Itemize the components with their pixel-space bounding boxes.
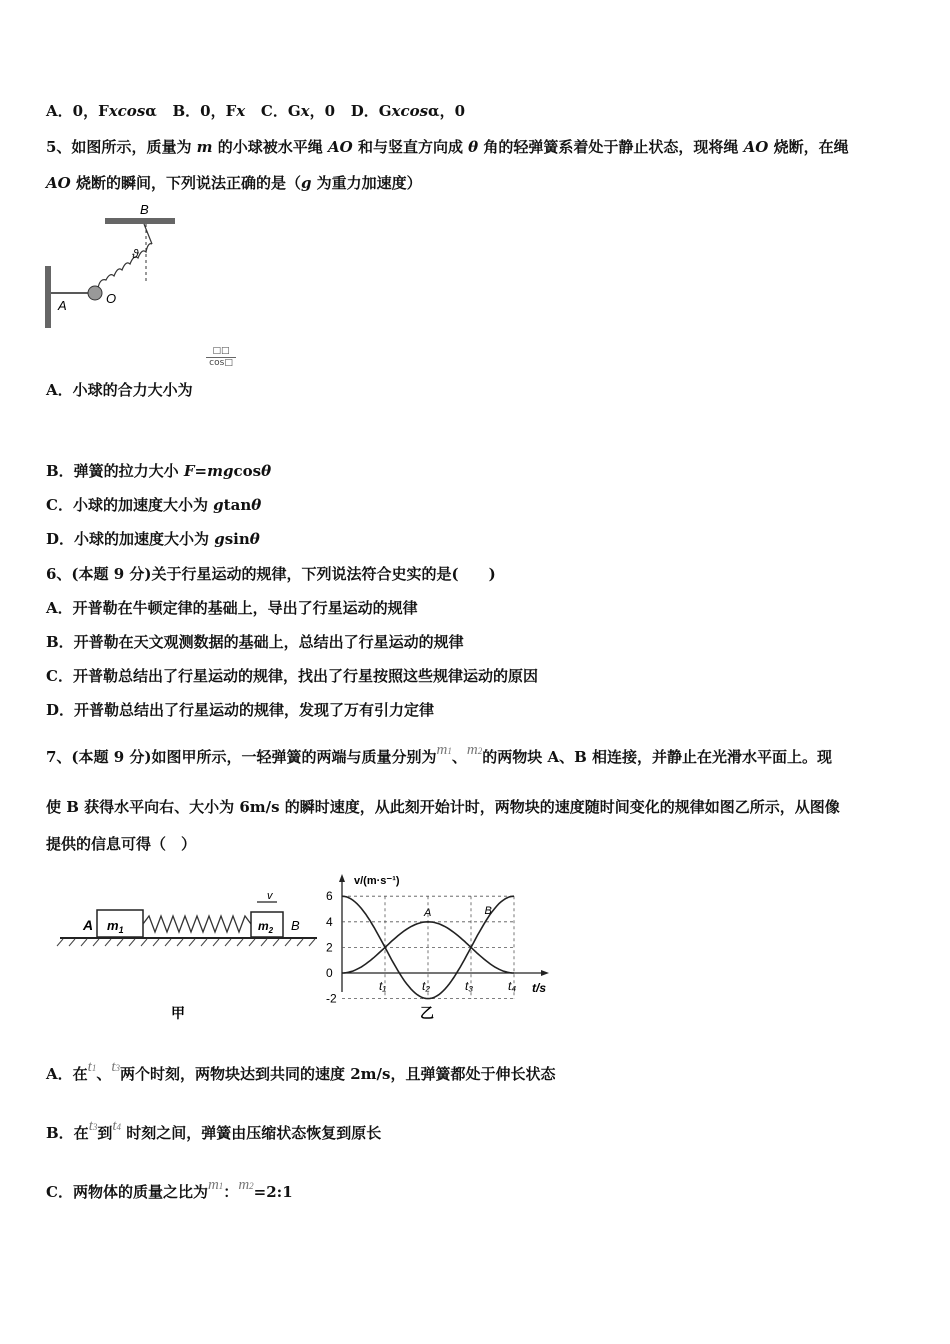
- curve-label-a: A: [424, 906, 432, 919]
- q4-options: A．0，Fxcosα B．0，Fx C．Gx，0 D．Gxcosα，0: [46, 102, 466, 120]
- q7-option-c: C．两物体的质量之比为m1：m2=2:1: [46, 1177, 293, 1201]
- q5-stem-line2: AO 烧断的瞬间，下列说法正确的是（g 为重力加速度）: [46, 174, 422, 192]
- wall: [45, 266, 51, 328]
- m1-symbol: m1: [436, 742, 452, 758]
- fraction-formula: □□ cos□: [206, 346, 236, 368]
- x-axis-arrow: [541, 970, 549, 976]
- q6-option-b: B．开普勒在天文观测数据的基础上，总结出了行星运动的规律: [46, 633, 464, 651]
- label-b: B: [140, 202, 149, 217]
- t3-symbol: t3: [111, 1059, 120, 1075]
- q5-option-a: A．小球的合力大小为: [46, 381, 193, 399]
- q7-figure-blocks: [55, 888, 325, 1028]
- y-tick-label: 4: [326, 914, 333, 929]
- y-tick-label: 6: [326, 889, 333, 904]
- q5-option-c: C．小球的加速度大小为 gtanθ: [46, 496, 262, 514]
- spring-q7: [143, 916, 251, 932]
- y-tick-label: 2: [326, 940, 333, 955]
- q6-option-c: C．开普勒总结出了行星运动的规律，找出了行星按照这些规律运动的原因: [46, 667, 538, 685]
- t1-symbol: t1: [87, 1059, 97, 1075]
- ceiling: [105, 218, 175, 224]
- label-o: O: [106, 291, 117, 306]
- block-a-label: A: [83, 917, 94, 933]
- m2-symbol: m2: [238, 1177, 254, 1193]
- x-tick-label: t₄: [508, 979, 517, 993]
- m2-symbol: m2: [466, 742, 483, 758]
- q5-stem-line1: 5、如图所示，质量为 m 的小球被水平绳 AO 和与竖直方向成 θ 角的轻弹簧系着处于静止状态，现将绳 AO 烧断，在绳: [46, 138, 849, 156]
- x-tick-label: t₁: [379, 979, 387, 993]
- x-tick-label: t₂: [422, 979, 430, 993]
- y-tick-label: -2: [326, 991, 337, 1006]
- ball: [88, 286, 102, 300]
- y-tick-label: 0: [326, 966, 333, 980]
- caption-jia: 甲: [171, 1005, 185, 1021]
- label-a: A: [58, 298, 67, 313]
- q7-stem-line3: 提供的信息可得（ ）: [46, 835, 197, 853]
- q7-option-a: A．在t1、t3两个时刻，两物块达到共同的速度 2m/s，且弹簧都处于伸长状态: [46, 1059, 556, 1083]
- label-theta: ϑ: [132, 247, 139, 261]
- q6-option-d: D．开普勒总结出了行星运动的规律，发现了万有引力定律: [46, 701, 435, 719]
- velocity-label: v: [267, 890, 273, 902]
- q7-velocity-chart: [322, 870, 557, 1035]
- q5-option-b: B．弹簧的拉力大小 F=mgcosθ: [46, 462, 272, 480]
- y-axis-label: v/(m·s⁻¹): [354, 875, 400, 887]
- y-axis-arrow: [339, 874, 345, 882]
- x-tick-label: t₃: [465, 979, 474, 993]
- spring: [98, 244, 152, 288]
- x-axis-label: t/s: [532, 981, 547, 995]
- t4-symbol: t4: [112, 1118, 122, 1134]
- q7-stem-line1: 7、(本题 9 分)如图甲所示，一轻弹簧的两端与质量分别为m1、m2的两物块 A、B 相连接，并静止在光滑水平面上。现: [46, 742, 832, 766]
- block-b-mass: $m_2$: [258, 919, 274, 935]
- block-b-label: B: [291, 918, 300, 933]
- t3-symbol: t3: [88, 1118, 98, 1134]
- q7-stem-line2: 使 B 获得水平向右、大小为 6m/s 的瞬时速度，从此刻开始计时，两物块的速度随时间变化的规律如图乙所示，从图像: [46, 798, 840, 816]
- q6-option-a: A．开普勒在牛顿定律的基础上，导出了行星运动的规律: [46, 599, 418, 617]
- ground-hatch: [57, 939, 315, 946]
- q6-stem: 6、(本题 9 分)关于行星运动的规律，下列说法符合史实的是( ): [46, 565, 496, 583]
- q5-option-d: D．小球的加速度大小为 gsinθ: [46, 530, 260, 548]
- caption-yi: 乙: [420, 1005, 434, 1021]
- q7-option-b: B．在t3到t4 时刻之间，弹簧由压缩状态恢复到原长: [46, 1118, 382, 1142]
- q5-spring-figure: [40, 200, 190, 335]
- curve-label-b: B: [484, 905, 492, 918]
- m1-symbol: m1: [207, 1177, 224, 1193]
- block-a-mass: $m_1$: [107, 918, 124, 935]
